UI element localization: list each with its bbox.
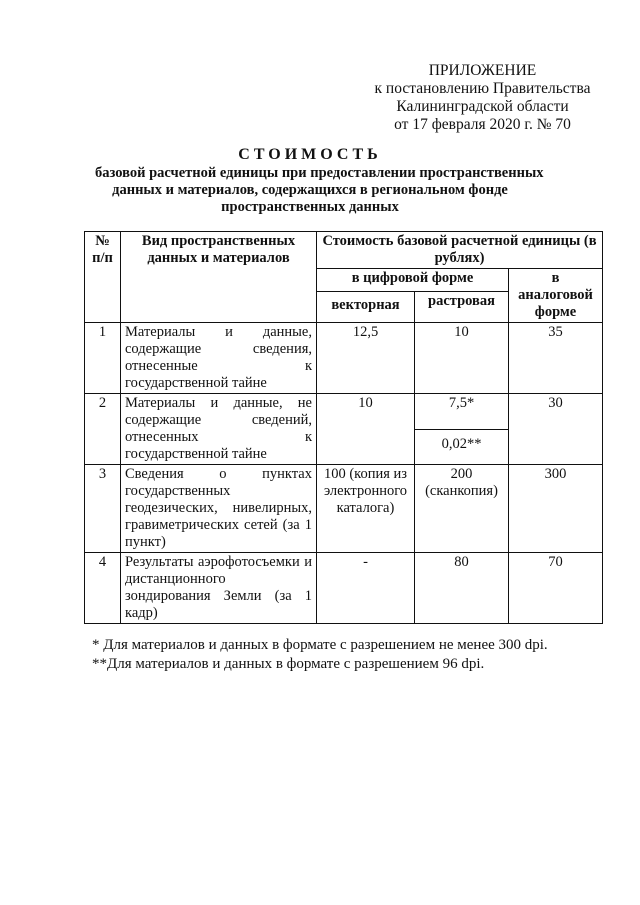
header-digital: в цифровой форме bbox=[317, 269, 509, 292]
row-number: 4 bbox=[85, 553, 121, 624]
row-analog-cost: 30 bbox=[509, 394, 603, 465]
subtitle-line-1: базовой расчетной единицы при предоставлении пространственных bbox=[95, 165, 544, 181]
appendix-region: Калининградской области bbox=[396, 98, 569, 115]
footnotes bbox=[92, 636, 548, 674]
row-vector-cost: 10 bbox=[317, 394, 415, 465]
appendix-block bbox=[360, 62, 605, 134]
table-row bbox=[85, 323, 603, 394]
row-vector-cost: 100 (копия из электронного каталога) bbox=[317, 465, 415, 553]
row-vector-cost: 12,5 bbox=[317, 323, 415, 394]
table-row bbox=[85, 394, 603, 465]
appendix-resolution: к постановлению Правительства bbox=[374, 80, 591, 97]
subtitle-line-2: данных и материалов, содержащихся в региональном фонде bbox=[112, 182, 508, 198]
table-header-row bbox=[85, 232, 603, 269]
row-raster-cost-96dpi: 0,02** bbox=[441, 436, 482, 452]
cost-table bbox=[84, 231, 603, 624]
header-cost: Стоимость базовой расчетной единицы (в рублях) bbox=[317, 232, 603, 269]
document-subtitle bbox=[95, 165, 544, 216]
row-number: 1 bbox=[85, 323, 121, 394]
header-analog: в аналоговой форме bbox=[509, 269, 603, 323]
header-raster: растровая bbox=[415, 291, 509, 323]
row-kind: Сведения о пунктах государственных геодезических, нивелирных, гравиметрических сетей (за 1 пункт) bbox=[121, 465, 317, 553]
header-number: № п/п bbox=[85, 232, 121, 323]
appendix-heading: ПРИЛОЖЕНИЕ bbox=[428, 62, 537, 79]
row-vector-cost: - bbox=[317, 553, 415, 624]
row-raster-cost-300dpi: 7,5* bbox=[415, 394, 508, 430]
table-row bbox=[85, 553, 603, 624]
document-title: СТОИМОСТЬ bbox=[238, 146, 382, 163]
row-number: 3 bbox=[85, 465, 121, 553]
header-kind: Вид пространственных данных и материалов bbox=[121, 232, 317, 323]
appendix-date: от 17 февраля 2020 г. № 70 bbox=[394, 116, 571, 133]
row-number: 2 bbox=[85, 394, 121, 465]
footnote-96dpi: **Для материалов и данных в формате с разрешением 96 dpi. bbox=[92, 656, 485, 672]
row-analog-cost: 35 bbox=[509, 323, 603, 394]
row-raster-cost-split bbox=[415, 394, 509, 465]
row-raster-cost: 10 bbox=[415, 323, 509, 394]
footnote-300dpi: * Для материалов и данных в формате с разрешением не менее 300 dpi. bbox=[92, 637, 548, 653]
row-raster-cost: 200 (сканкопия) bbox=[415, 465, 509, 553]
row-analog-cost: 300 bbox=[509, 465, 603, 553]
row-kind: Материалы и данные, содержащие сведения, отнесенные к государственной тайне bbox=[121, 323, 317, 394]
row-kind: Материалы и данные, не содержащие сведений, отнесенных к государственной тайне bbox=[121, 394, 317, 465]
row-raster-cost: 80 bbox=[415, 553, 509, 624]
table-row bbox=[85, 465, 603, 553]
header-vector: векторная bbox=[317, 291, 415, 323]
row-analog-cost: 70 bbox=[509, 553, 603, 624]
row-kind: Результаты аэрофотосъемки и дистанционного зондирования Земли (за 1 кадр) bbox=[121, 553, 317, 624]
subtitle-line-3: пространственных данных bbox=[221, 199, 399, 215]
